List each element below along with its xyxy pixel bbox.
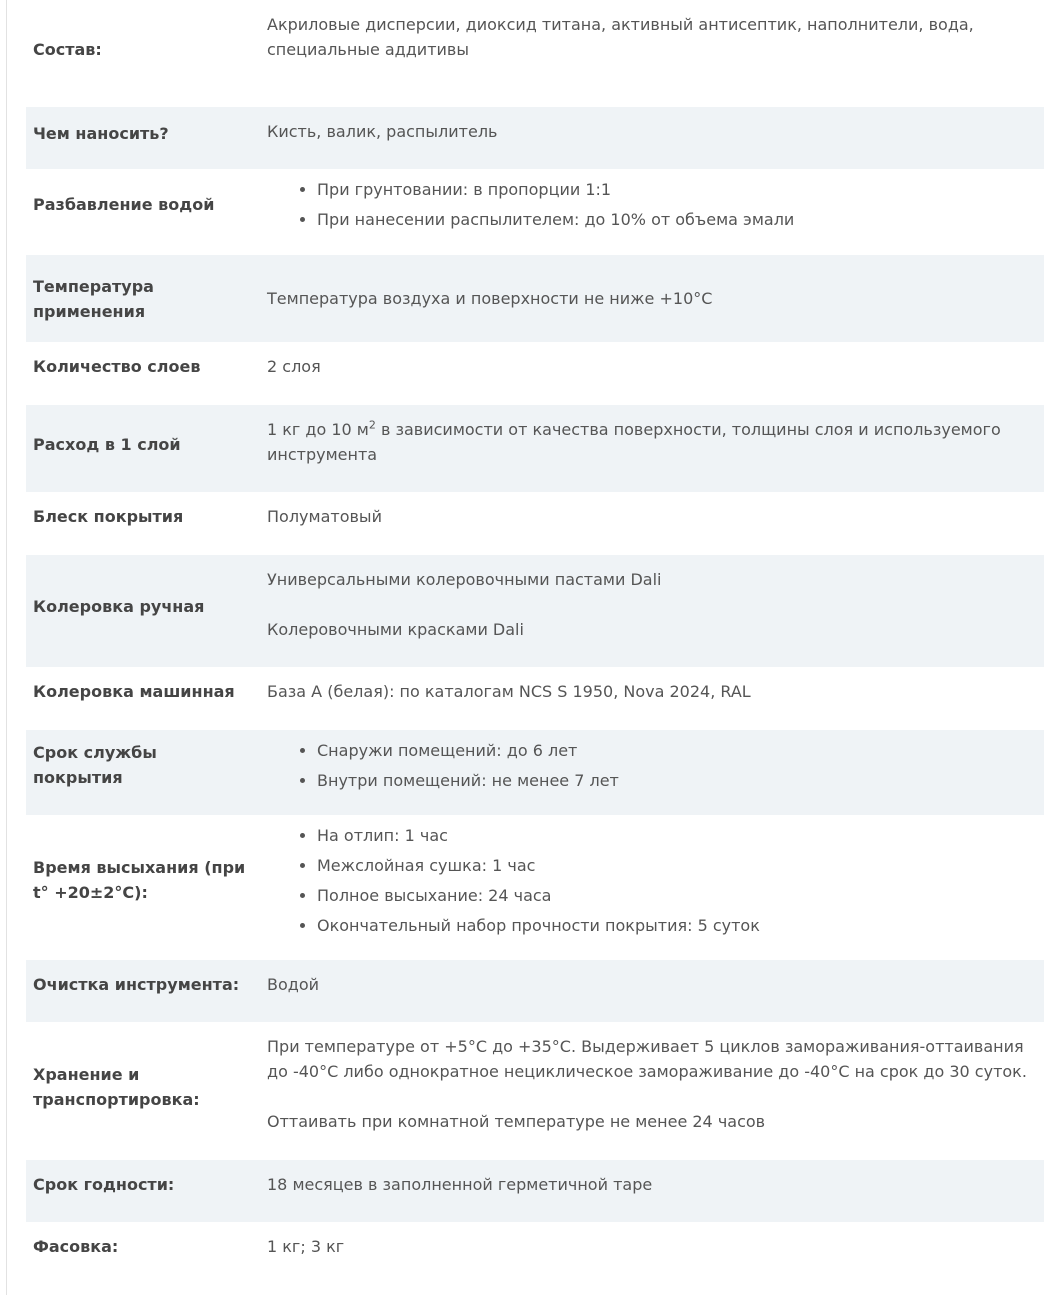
- list-item: • На отлип: 1 час: [317, 821, 1036, 851]
- spec-label: Хранение и транспортировка:: [33, 1064, 200, 1109]
- spec-row-composition: [26, 0, 1044, 107]
- spec-value: [261, 12, 1044, 86]
- spec-label: Чем наносить?: [33, 124, 169, 143]
- spec-value: [261, 1234, 1044, 1263]
- spec-row-application-tool: [26, 107, 1044, 169]
- list-item: • При грунтовании: в пропорции 1:1: [317, 175, 1036, 205]
- spec-value-text: База А (белая): по каталогам NCS S 1950, Nova 2024, RAL: [267, 682, 751, 701]
- spec-row-manual-tinting: [26, 555, 1044, 667]
- spec-label: Колеровка ручная: [33, 597, 205, 616]
- spec-label: Количество слоев: [33, 357, 201, 376]
- list-item: • Межслойная сушка: 1 час: [317, 851, 1036, 881]
- spec-label: Колеровка машинная: [33, 682, 235, 701]
- spec-label: Расход в 1 слой: [33, 434, 181, 454]
- spec-row-storage: [26, 1022, 1044, 1160]
- spec-value-text: Кисть, валик, распылитель: [267, 122, 498, 141]
- spec-value: [261, 504, 1044, 534]
- spec-value: [261, 1172, 1044, 1201]
- spec-value-text: 2 слоя: [267, 357, 321, 376]
- specifications-table: [26, 0, 1044, 1284]
- spec-value-text: [267, 417, 1036, 467]
- spec-label: Температура применения: [33, 276, 154, 321]
- spec-row-tool-cleaning: [26, 960, 1044, 1022]
- spec-value-paragraph: При температуре от +5°С до +35°С. Выдерживает 5 циклов замораживания-оттаивания до -40°С либо однократное нециклическое замораживание до -40°С на срок до 30 суток.: [267, 1037, 1027, 1081]
- list-item: • Снаружи помещений: до 6 лет: [317, 736, 1036, 766]
- list-item: • Окончательный набор прочности покрытия: 5 суток: [317, 911, 1036, 941]
- spec-value: [261, 736, 1044, 794]
- spec-value-paragraph: Универсальными колеровочными пастами Dali: [267, 570, 662, 589]
- spec-label: Фасовка:: [33, 1237, 119, 1256]
- spec-label: Состав:: [33, 39, 102, 59]
- list-item: • Полное высыхание: 24 часа: [317, 881, 1036, 911]
- spec-value-text: 18 месяцев в заполненной герметичной таре: [267, 1175, 653, 1194]
- spec-value-list: [267, 736, 1036, 796]
- spec-row-packaging: [26, 1222, 1044, 1284]
- spec-value-paragraph: Колеровочными красками Dali: [267, 620, 524, 639]
- square-superscript: 2: [368, 418, 376, 432]
- spec-value: [261, 821, 1044, 939]
- spec-value-text: Температура воздуха и поверхности не ниже +10°С: [267, 289, 713, 308]
- spec-value-paragraph: Оттаивать при комнатной температуре не менее 24 часов: [267, 1112, 766, 1131]
- spec-row-water-dilution: [26, 169, 1044, 255]
- spec-row-gloss: [26, 492, 1044, 555]
- list-item: • При нанесении распылителем: до 10% от объема эмали: [317, 205, 1036, 235]
- spec-value-text: 1 кг; 3 кг: [267, 1237, 345, 1256]
- spec-value: [261, 679, 1044, 709]
- spec-value-list: [267, 821, 1036, 941]
- spec-value: [261, 354, 1044, 384]
- spec-row-consumption: [26, 405, 1044, 492]
- consumption-details: в зависимости от качества поверхности, толщины слоя и используемого инструмента: [267, 420, 1001, 464]
- spec-row-shelf-life: [26, 1160, 1044, 1222]
- spec-row-service-life: [26, 730, 1044, 815]
- spec-value: [261, 286, 1044, 311]
- spec-label: Разбавление водой: [33, 195, 215, 214]
- spec-value: [261, 175, 1044, 234]
- spec-value: [261, 972, 1044, 1001]
- spec-label: Время высыхания (при t° +20±2°С):: [33, 858, 246, 902]
- consumption-amount: 1 кг до 10 м: [267, 420, 369, 439]
- spec-value: [261, 119, 1044, 148]
- spec-value-text: Акриловые дисперсии, диоксид титана, активный антисептик, наполнители, вода, специальные аддитивы: [267, 15, 974, 59]
- spec-label: Блеск покрытия: [33, 507, 184, 526]
- spec-value: [261, 1034, 1044, 1139]
- spec-value: [261, 567, 1044, 646]
- spec-row-drying-time: [26, 815, 1044, 960]
- list-item: • Внутри помещений: не менее 7 лет: [317, 766, 1036, 796]
- spec-row-layers: [26, 342, 1044, 405]
- spec-value: [261, 417, 1044, 471]
- spec-value-text: Водой: [267, 975, 320, 994]
- spec-value-list: [267, 175, 1036, 235]
- spec-label: Срок годности:: [33, 1175, 175, 1194]
- spec-value-text: Полуматовый: [267, 507, 382, 526]
- spec-row-machine-tinting: [26, 667, 1044, 730]
- spec-label: Очистка инструмента:: [33, 975, 240, 994]
- spec-label: Срок службы покрытия: [33, 743, 157, 787]
- left-border-line: [6, 0, 7, 1295]
- spec-row-application-temperature: [26, 255, 1044, 342]
